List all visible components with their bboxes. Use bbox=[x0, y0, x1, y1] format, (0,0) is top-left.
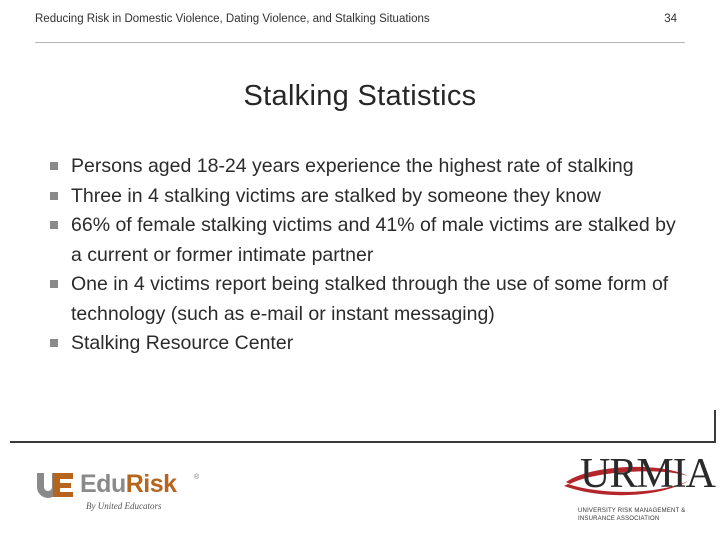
bullet-item bbox=[50, 329, 690, 359]
bullet-text: 66% of female stalking victims and 41% of male victims are stalked by a current or former intimate partner bbox=[71, 214, 676, 266]
bullet-list bbox=[50, 152, 690, 359]
trademark-symbol: ® bbox=[194, 474, 200, 481]
slide-title: Stalking Statistics bbox=[243, 80, 477, 112]
edurisk-byline: By United Educators bbox=[86, 501, 162, 511]
urmia-wordmark: URMIA bbox=[580, 451, 716, 497]
bullet-text: One in 4 victims report being stalked through the use of some form of technology (such as e-mail or instant messaging) bbox=[71, 273, 669, 325]
bullet-text: Three in 4 stalking victims are stalked by someone they know bbox=[71, 184, 601, 207]
page-number: 34 bbox=[664, 13, 677, 25]
urmia-subtitle: UNIVERSITY RISK MANAGEMENT & INSURANCE ASSOCIATION bbox=[578, 508, 686, 522]
header-divider bbox=[35, 42, 685, 43]
edurisk-logo bbox=[36, 470, 200, 514]
square-bullet-icon bbox=[50, 280, 58, 288]
footer-divider-corner bbox=[714, 410, 716, 443]
bullet-text: Persons aged 18-24 years experience the highest rate of stalking bbox=[71, 155, 634, 177]
slide-header bbox=[35, 13, 685, 29]
urmia-logo bbox=[562, 451, 716, 532]
bullet-item bbox=[50, 152, 690, 182]
header-title: Reducing Risk in Domestic Violence, Dating Violence, and Stalking Situations bbox=[35, 13, 430, 25]
ue-monogram-icon bbox=[36, 472, 74, 498]
footer-divider bbox=[10, 441, 716, 443]
edurisk-wordmark: EduRisk bbox=[80, 470, 177, 498]
bullet-item bbox=[50, 270, 690, 329]
square-bullet-icon bbox=[50, 221, 58, 229]
bullet-item bbox=[50, 211, 690, 270]
bullet-text: Stalking Resource Center bbox=[71, 332, 294, 354]
square-bullet-icon bbox=[50, 339, 58, 347]
square-bullet-icon bbox=[50, 192, 58, 200]
square-bullet-icon bbox=[50, 162, 58, 170]
bullet-item bbox=[50, 182, 690, 212]
